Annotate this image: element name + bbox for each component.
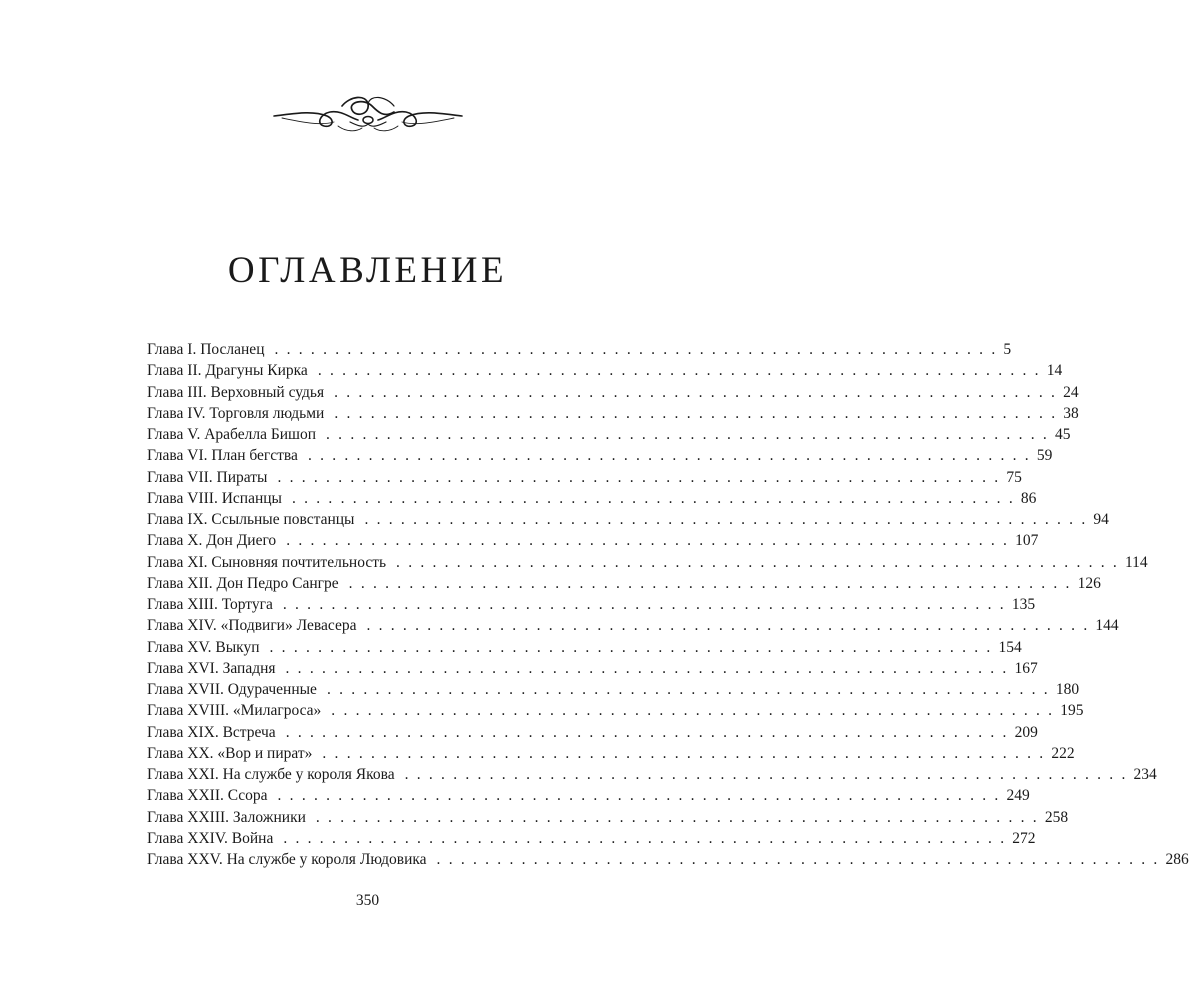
- toc-entry: [147, 764, 1157, 785]
- toc-entry-title: Глава XIII. Тортуга: [147, 596, 273, 613]
- toc-entry-page: 38: [1063, 404, 1079, 422]
- toc-entry: [147, 573, 1101, 594]
- toc-dot-leader: . . . . . . . . . . . . . . . . . . . . . . . . . . . . . . . . . . . . . . . . . . . . . . . . . . . . . . . . . . . .: [286, 532, 1010, 550]
- toc-entry-title: Глава VIII. Испанцы: [147, 489, 282, 507]
- toc-dot-leader: . . . . . . . . . . . . . . . . . . . . . . . . . . . . . . . . . . . . . . . . . . . . . . . . . . . . . . . . . . . .: [317, 362, 1041, 380]
- toc-entry: [147, 467, 1022, 488]
- toc-entry-page: 222: [1051, 744, 1075, 762]
- toc-dot-leader: . . . . . . . . . . . . . . . . . . . . . . . . . . . . . . . . . . . . . . . . . . . . . . . . . . . . . . . . . . . .: [322, 744, 1046, 762]
- toc-dot-leader: . . . . . . . . . . . . . . . . . . . . . . . . . . . . . . . . . . . . . . . . . . . . . . . . . . . . . . . . . . . .: [283, 829, 1007, 847]
- toc-entry-page: 94: [1093, 511, 1109, 528]
- toc-entry: [147, 807, 1069, 828]
- toc-entry-page: 209: [1014, 723, 1038, 741]
- toc-entry: [147, 743, 1075, 764]
- toc-entry: [147, 403, 1079, 424]
- toc-entry: [147, 828, 1036, 849]
- toc-entry-title: Глава XIX. Встреча: [147, 723, 276, 741]
- toc-dot-leader: . . . . . . . . . . . . . . . . . . . . . . . . . . . . . . . . . . . . . . . . . . . . . . . . . . . . . . . . . . . .: [364, 511, 1088, 528]
- toc-entry-page: 135: [1011, 596, 1036, 613]
- toc-entry-title: Глава I. Посланец: [147, 341, 265, 358]
- toc-entry-page: 272: [1012, 829, 1036, 847]
- toc-dot-leader: . . . . . . . . . . . . . . . . . . . . . . . . . . . . . . . . . . . . . . . . . . . . . . . . . . . . . . . . . . . .: [277, 468, 1001, 486]
- toc-entry-page: 24: [1063, 383, 1079, 401]
- toc-entry-page: 286: [1165, 851, 1189, 868]
- toc-entry-page: 195: [1060, 702, 1084, 720]
- toc-entry: [147, 785, 1030, 806]
- toc-entry-title: Глава XXV. На службе у короля Людовика: [147, 851, 427, 868]
- toc-dot-leader: . . . . . . . . . . . . . . . . . . . . . . . . . . . . . . . . . . . . . . . . . . . . . . . . . . . . . . . . . . . .: [396, 553, 1119, 571]
- toc-entry-title: Глава XVII. Одураченные: [147, 681, 317, 698]
- toc-dot-leader: . . . . . . . . . . . . . . . . . . . . . . . . . . . . . . . . . . . . . . . . . . . . . . . . . . . . . . . . . . . .: [436, 851, 1160, 868]
- toc-dot-leader: . . . . . . . . . . . . . . . . . . . . . . . . . . . . . . . . . . . . . . . . . . . . . . . . . . . . . . . . . . . .: [285, 723, 1009, 741]
- toc-dot-leader: . . . . . . . . . . . . . . . . . . . . . . . . . . . . . . . . . . . . . . . . . . . . . . . . . . . . . . . . . . . .: [334, 404, 1058, 422]
- toc-entry-title: Глава XXIV. Война: [147, 829, 274, 847]
- toc-entry: [147, 679, 1080, 700]
- toc-entry: [147, 594, 1036, 615]
- toc-dot-leader: . . . . . . . . . . . . . . . . . . . . . . . . . . . . . . . . . . . . . . . . . . . . . . . . . . . . . . . . . . . .: [334, 383, 1058, 401]
- toc-entry: [147, 615, 1119, 636]
- toc-entry-title: Глава XIV. «Подвиги» Левасера: [147, 617, 357, 635]
- page-number: 350: [355, 892, 380, 909]
- toc-dot-leader: . . . . . . . . . . . . . . . . . . . . . . . . . . . . . . . . . . . . . . . . . . . . . . . . . . . . . . . . . . . .: [366, 617, 1090, 635]
- toc-entry-title: Глава XXIII. Заложники: [147, 808, 306, 826]
- toc-entry-title: Глава X. Дон Диего: [147, 532, 277, 550]
- toc-dot-leader: . . . . . . . . . . . . . . . . . . . . . . . . . . . . . . . . . . . . . . . . . . . . . . . . . . . . . . . . . . . .: [315, 808, 1039, 826]
- toc-dot-leader: . . . . . . . . . . . . . . . . . . . . . . . . . . . . . . . . . . . . . . . . . . . . . . . . . . . . . . . . . . . .: [274, 341, 998, 358]
- toc-entry-title: Глава IV. Торговля людьми: [147, 404, 325, 422]
- toc-dot-leader: . . . . . . . . . . . . . . . . . . . . . . . . . . . . . . . . . . . . . . . . . . . . . . . . . . . . . . . . . . . .: [277, 787, 1001, 805]
- toc-dot-leader: . . . . . . . . . . . . . . . . . . . . . . . . . . . . . . . . . . . . . . . . . . . . . . . . . . . . . . . . . . . .: [326, 426, 1049, 443]
- toc-entry-title: Глава V. Арабелла Бишоп: [147, 426, 317, 443]
- toc-entry-title: Глава XX. «Вор и пират»: [147, 744, 313, 762]
- toc-entry-page: 114: [1124, 553, 1148, 571]
- flourish-ornament-icon: [272, 92, 464, 134]
- toc-entry: [147, 382, 1079, 403]
- toc-entry-title: Глава VI. План бегства: [147, 447, 298, 465]
- toc-entry: [147, 700, 1084, 721]
- toc-entry-page: 45: [1054, 426, 1071, 443]
- toc-entry: [147, 849, 1189, 870]
- toc-entry: [147, 488, 1037, 509]
- toc-entry-page: 154: [998, 638, 1022, 656]
- toc-entry-page: 5: [1003, 341, 1012, 358]
- toc-entry-page: 86: [1020, 489, 1037, 507]
- toc-entry-page: 59: [1036, 447, 1053, 465]
- toc-entry: [147, 722, 1038, 743]
- toc-dot-leader: . . . . . . . . . . . . . . . . . . . . . . . . . . . . . . . . . . . . . . . . . . . . . . . . . . . . . . . . . . . .: [348, 574, 1072, 592]
- toc-entry: [147, 509, 1109, 530]
- toc-entry-title: Глава XVIII. «Милагроса»: [147, 702, 322, 720]
- toc-entry-title: Глава XXI. На службе у короля Якова: [147, 766, 395, 783]
- toc-entry-page: 167: [1014, 659, 1038, 677]
- toc-entry-title: Глава XXII. Ссора: [147, 787, 268, 805]
- toc-entry: [147, 530, 1039, 551]
- toc-entry-page: 258: [1044, 808, 1069, 826]
- toc-entry-page: 107: [1015, 532, 1039, 550]
- toc-dot-leader: . . . . . . . . . . . . . . . . . . . . . . . . . . . . . . . . . . . . . . . . . . . . . . . . . . . . . . . . . . . .: [326, 681, 1050, 698]
- toc-entry-page: 144: [1095, 617, 1119, 635]
- toc-entry-page: 249: [1006, 787, 1030, 805]
- toc-entry: [147, 424, 1071, 445]
- toc-entry-page: 75: [1006, 468, 1022, 486]
- toc-entry-title: Глава III. Верховный судья: [147, 383, 325, 401]
- toc-dot-leader: . . . . . . . . . . . . . . . . . . . . . . . . . . . . . . . . . . . . . . . . . . . . . . . . . . . . . . . . . . . .: [285, 659, 1009, 677]
- toc-entry-title: Глава XII. Дон Педро Сангре: [147, 574, 339, 592]
- page-title: ОГЛАВЛЕНИЕ: [227, 250, 508, 291]
- toc-entry-title: Глава IX. Ссыльные повстанцы: [147, 511, 355, 528]
- toc-dot-leader: . . . . . . . . . . . . . . . . . . . . . . . . . . . . . . . . . . . . . . . . . . . . . . . . . . . . . . . . . . . .: [404, 766, 1128, 783]
- toc-entry: [147, 658, 1038, 679]
- toc-entry: [147, 637, 1022, 658]
- toc-entry-title: Глава XI. Сыновняя почтительность: [147, 553, 387, 571]
- toc-entry-page: 126: [1077, 574, 1101, 592]
- table-of-contents: [147, 339, 1189, 870]
- toc-dot-leader: . . . . . . . . . . . . . . . . . . . . . . . . . . . . . . . . . . . . . . . . . . . . . . . . . . . . . . . . . . . .: [282, 596, 1006, 613]
- toc-entry: [147, 360, 1063, 381]
- toc-dot-leader: . . . . . . . . . . . . . . . . . . . . . . . . . . . . . . . . . . . . . . . . . . . . . . . . . . . . . . . . . . . .: [291, 489, 1015, 507]
- toc-entry-page: 180: [1055, 681, 1080, 698]
- toc-entry-page: 234: [1133, 766, 1157, 783]
- toc-entry: [147, 339, 1012, 360]
- toc-entry-title: Глава II. Драгуны Кирка: [147, 362, 308, 380]
- toc-dot-leader: . . . . . . . . . . . . . . . . . . . . . . . . . . . . . . . . . . . . . . . . . . . . . . . . . . . . . . . . . . . .: [269, 638, 993, 656]
- toc-entry-title: Глава XV. Выкуп: [147, 638, 260, 656]
- toc-dot-leader: . . . . . . . . . . . . . . . . . . . . . . . . . . . . . . . . . . . . . . . . . . . . . . . . . . . . . . . . . . . .: [307, 447, 1031, 465]
- toc-entry-page: 14: [1046, 362, 1063, 380]
- toc-entry-title: Глава XVI. Западня: [147, 659, 276, 677]
- toc-entry: [147, 552, 1148, 573]
- toc-entry-title: Глава VII. Пираты: [147, 468, 268, 486]
- toc-entry: [147, 445, 1053, 466]
- toc-dot-leader: . . . . . . . . . . . . . . . . . . . . . . . . . . . . . . . . . . . . . . . . . . . . . . . . . . . . . . . . . . . .: [331, 702, 1055, 720]
